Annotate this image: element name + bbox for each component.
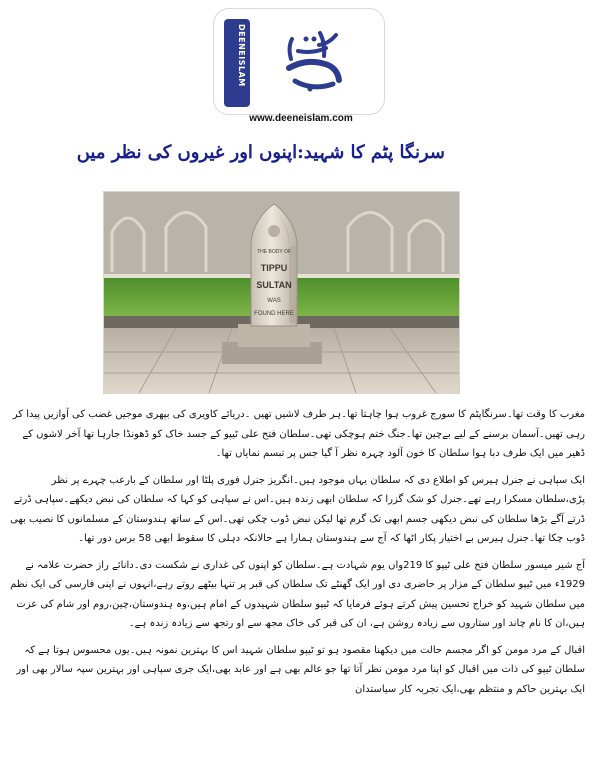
- deen-e-islam-logo: [272, 21, 358, 101]
- logo-dot-3: [308, 87, 313, 92]
- article-paragraph-4: اقبال کے مرد مومن کو اگر مجسم حالت میں دیکھنا مقصود ہو تو ٹیپو سلطان شہید اس کا بہترین نمونہ ہیں۔یوں محسوس ہوتا ہے کہ سلطان ٹیپو کی ذات میں اقبال کو اپنا مرد مومن نظر آتا تھا جو عالم بھی ہے اور عابد بھی،ایک جری سپاہی اور بہترین سپہ سالار بھی اور ایک بہترین حاکم و منتظم بھی،ایک تجربہ کار سیاستدان: [16, 644, 585, 695]
- memorial-text-line-3: SULTAN: [256, 280, 292, 290]
- logo-dot-2: [312, 37, 317, 42]
- memorial-base: [238, 324, 310, 347]
- article-photo: [103, 191, 460, 394]
- article-body: [8, 405, 585, 699]
- logo-box: [213, 8, 385, 115]
- logo-calligraphy-stroke-6: [290, 39, 292, 59]
- logo-calligraphy-stroke-4: [289, 62, 339, 80]
- memorial-text-line-5: FOUND HERE: [254, 311, 294, 317]
- site-url: www.deeneislam.com: [249, 113, 353, 124]
- logo-dot-1: [304, 37, 309, 42]
- memorial-text-line-4: WAS: [267, 298, 281, 304]
- article-paragraph-3: آج شیر میسور سلطان فتح علی ٹیپو کا 219واں یوم شہادت ہے۔سلطان کو اپنوں کی غداری نے شکست دی۔دانائے راز حضرت علامہ نے 1929ء میں ٹیپو سلطان کے مزار پر حاضری دی اور ایک گھنٹے تک سلطان کی قبر پر تنہا بیٹھے روتے رہے،انہوں نے اپنی فارسی کی ایک نظم میں سلطان شہید کو خراج تحسین پیش کرتے ہوئے فرمایا کہ ٹیپو سلطان شہیدوں کے امام ہیں،وہ ہندوستان،چین،روم اور شام کی عزت ہیں،ان کا نام چاند اور ستاروں سے زیادہ روشن ہے، ان کی قبر کی خاک مجھ سے او رتجھ سے زیادہ زندہ ہے۔: [10, 559, 585, 629]
- logo-vertical-text: DEENEISLAM: [237, 24, 246, 87]
- memorial-text-line-2: TIPPU: [260, 263, 288, 273]
- article-paragraph-2: ایک سپاہی نے جنرل ہیرس کو اطلاع دی کہ سلطان یہاں موجود ہیں۔انگریز جنرل فوری پلٹا اور سلطان کے بارعب چہرے پر نظر پڑی،سلطان مسکرا رہے تھے۔جنرل کو شک گزرا کہ سلطان ابھی زندہ ہیں۔اس نے سپاہی کو کہا کہ سلطان کی نبض دیکھے۔سپاہی ڈرتے ڈرتے آگے بڑھا سلطان کی نبض دیکھی جسم ابھی تک گرم تھا لیکن نبض ڈوب چکی تھی۔اس کے ساتھ ہندوستان کے مسلمانوں کا نصیب بھی ڈوب چکا تھا۔جنرل ہیرس بے اختیار پکار اٹھا کہ آج سے ہندوستان ہمارا ہے حالانکہ دہلی کا سقوط ابھی 58 برس دور تھا۔: [10, 474, 585, 544]
- memorial-photo: [104, 192, 459, 393]
- logo-container: [213, 8, 383, 113]
- memorial-emblem: [268, 225, 280, 237]
- memorial-text-line-1: THE BODY OF: [257, 249, 291, 255]
- logo-calligraphy-stroke-5: [295, 81, 333, 87]
- article-paragraph-1: مغرب کا وقت تھا۔سرنگاپٹم کا سورج غروب ہوا چاہتا تھا۔ہر طرف لاشیں تھیں ۔دریائے کاویری کی بپھری موجیں غضب کی آوازیں پیدا کر رہی تھیں۔آسمان برسنے کے لیے بےچین تھا۔جنگ ختم ہوچکی تھی۔سلطان فتح علی ٹیپو کے جسد خاک کو ڈھونڈا جارہا تھا آخر لاشوں کے ڈھیر میں ایک طرف دبا ہوا سلطان کا خون آلود چہرہ نظر آ گیا جس پر تبسم نمایاں تھا۔: [12, 409, 585, 459]
- page-title: سرنگا پٹم کا شہید:اپنوں اور غیروں کی نظر میں: [76, 142, 445, 163]
- logo-calligraphy-stroke-3: [298, 48, 326, 52]
